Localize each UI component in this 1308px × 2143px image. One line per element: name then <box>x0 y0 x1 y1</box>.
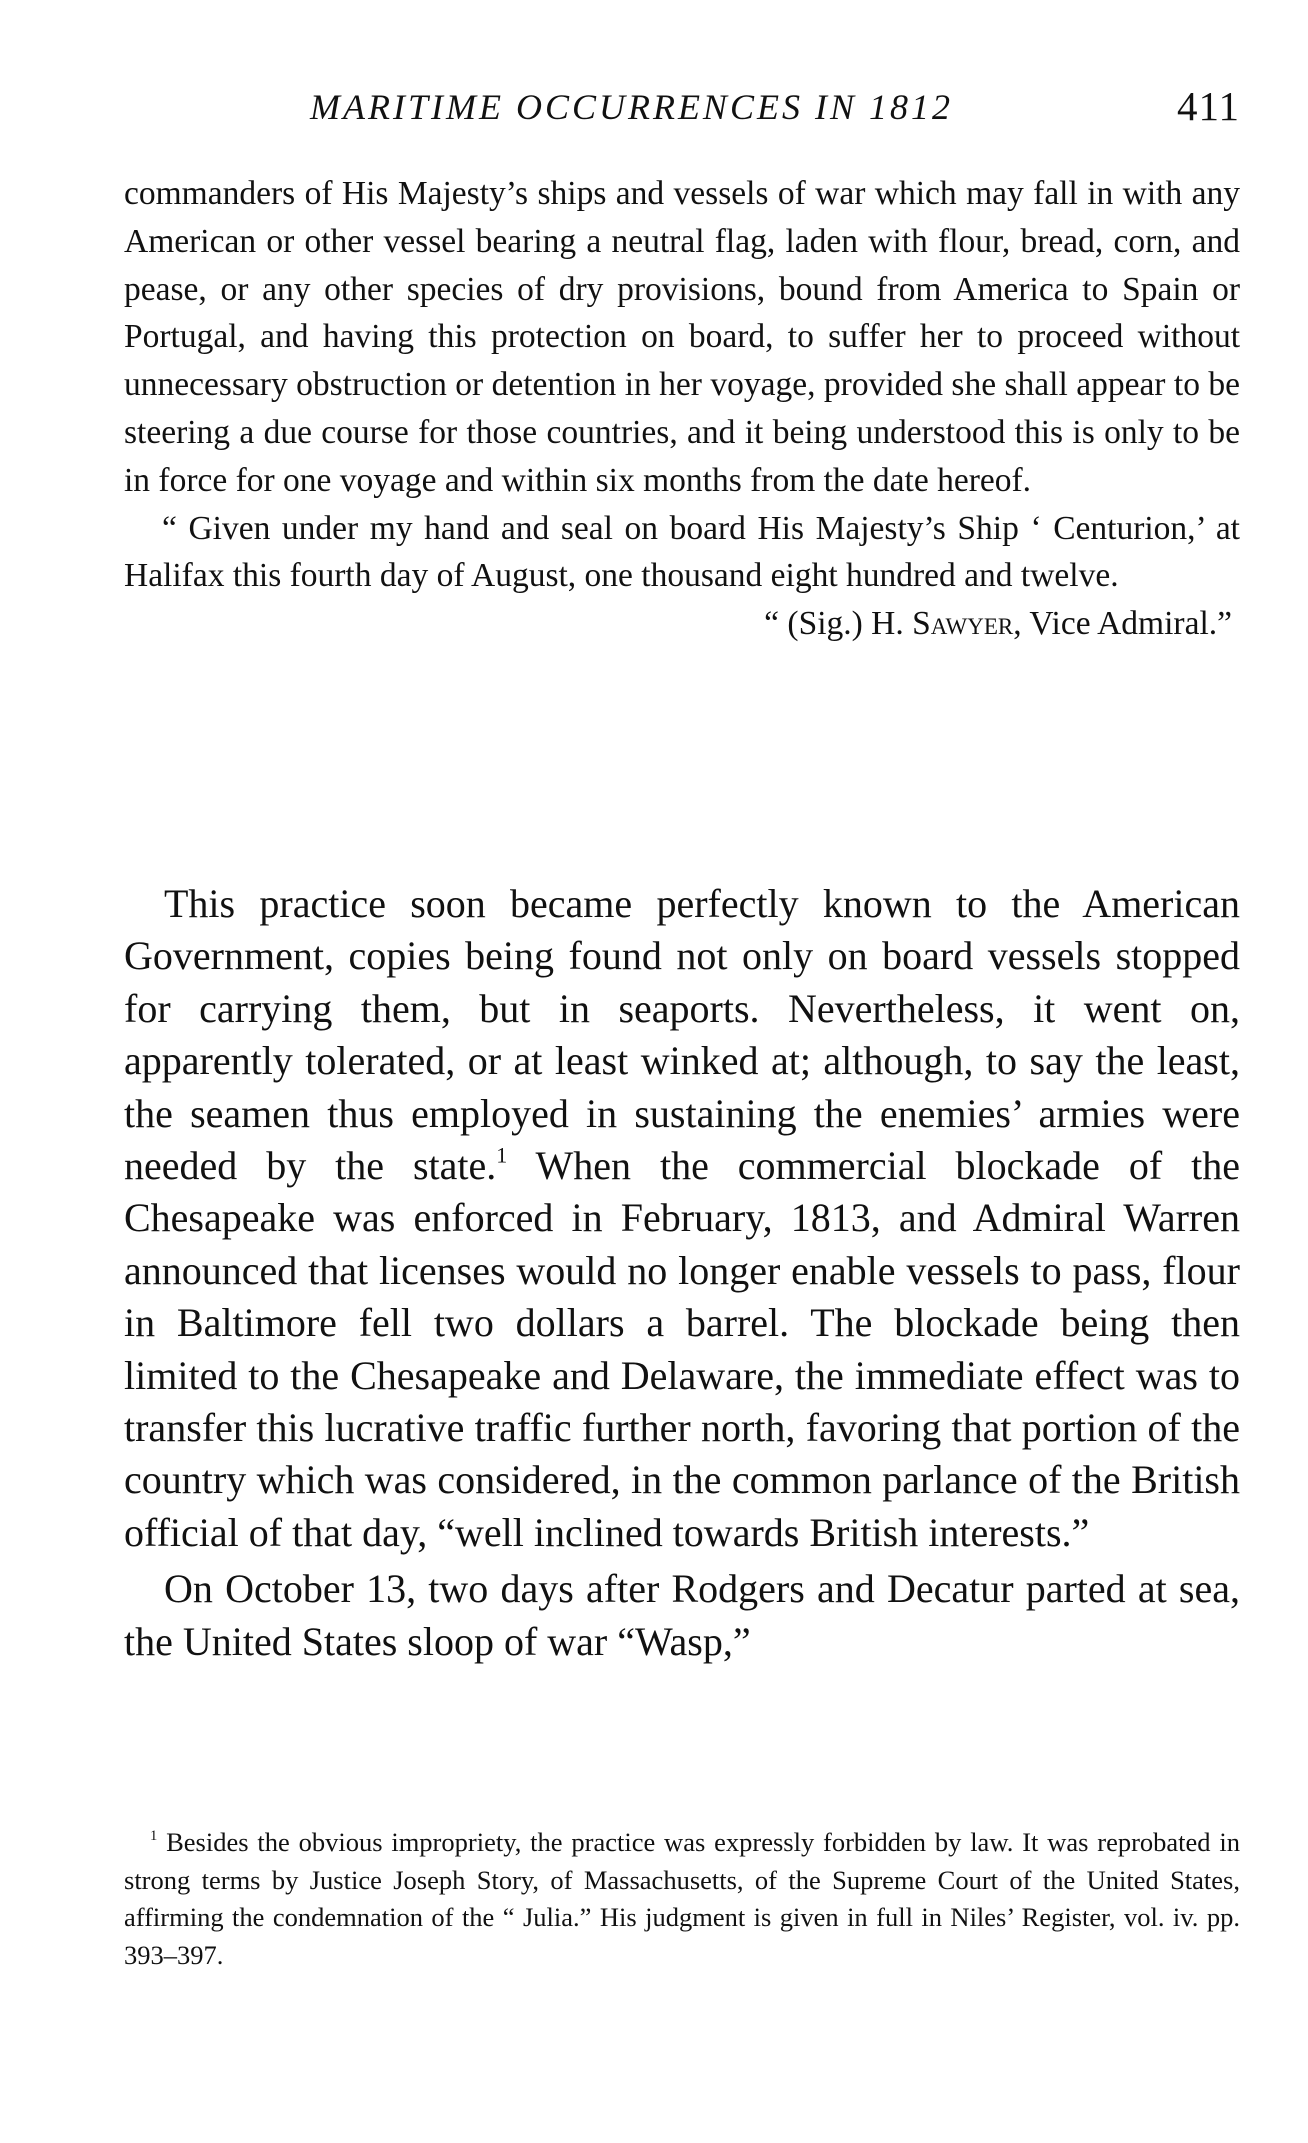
footnote-paragraph <box>124 1824 1240 1974</box>
page-number: 411 <box>1177 83 1240 129</box>
body-paragraph: On October 13, two days after Rodgers and Decatur parted at sea, the United States sloop of war “Wasp,” <box>124 1566 1240 1664</box>
quote-closing-paragraph: “ Given under my hand and seal on board His Majesty’s Ship ‘ Centurion,’ at Halifax this fourth day of August, one thousand eight hundred and twelve. <box>124 509 1240 595</box>
main-text <box>124 878 1240 1668</box>
signature-prefix: “ (Sig.) H. <box>764 605 913 643</box>
body-paragraph-text: This practice soon became perfectly known to the American Government, copies being found not only on board vessels stopped for carrying them, but in seaports. Nevertheless, it went on, apparently tolerated, or at least winked at; although, to say the least, the seamen thus employed in sustaining the enemies’ armies were needed by the state. <box>124 881 1240 1189</box>
quote-paragraph: commanders of His Majesty’s ships and vessels of war which may fall in with any American or other vessel bearing a neutral flag, laden with flour, bread, corn, and pease, or any other species of dry provisions, bound from America to Spain or Portugal, and having this protection on board, to suffer her to proceed without unnecessary obstruction or detention in her voyage, provided she shall appear to be steering a due course for those countries, and it being understood this is only to be in force for one voyage and within six months from the date hereof. <box>124 175 1240 499</box>
footnote <box>124 1824 1240 1974</box>
running-head <box>124 82 1240 142</box>
body-paragraph-text: When the commercial blockade of the Chesapeake was enforced in February, 1813, and Admiral Warren announced that licenses would no longer enable vessels to pass, flour in Baltimore fell two dollars a barrel. The blockade being then limited to the Chesapeake and Delaware, the immediate effect was to transfer this lucrative traffic further north, favoring that portion of the country which was considered, in the common parlance of the British official of that day, “well inclined towards British interests.” <box>124 1143 1240 1555</box>
signature-name: Sawyer <box>912 605 1014 643</box>
body-paragraph <box>124 878 1240 1559</box>
signature-suffix: , Vice Admiral.” <box>1013 605 1232 643</box>
footnote-marker: 1 <box>150 1828 158 1845</box>
quote-signature <box>124 600 1240 648</box>
running-title: MARITIME OCCURRENCES IN 1812 <box>310 87 953 127</box>
footnote-reference: 1 <box>496 1142 508 1168</box>
quoted-license-text <box>124 170 1240 648</box>
footnote-text: Besides the obvious impropriety, the practice was expressly forbidden by law. It was reprobated in strong terms by Justice Joseph Story, of Massachusetts, of the Supreme Court of the United States, affirming the condemnation of the “ Julia.” His judgment is given in full in Niles’ Register, vol. iv. pp. 393–397. <box>124 1827 1240 1970</box>
